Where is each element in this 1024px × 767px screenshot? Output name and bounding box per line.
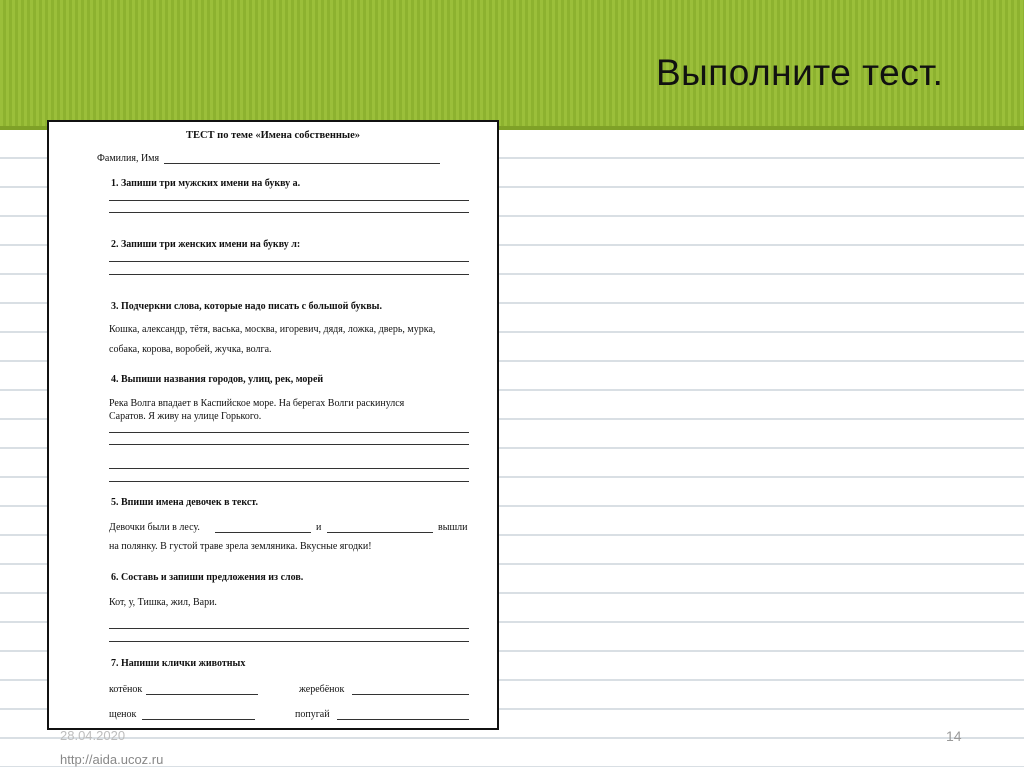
answer-line — [109, 274, 469, 275]
question-2: 2. Запиши три женских имени на букву л: — [111, 239, 301, 250]
blank-line — [215, 532, 311, 533]
question-4: 4. Выпиши названия городов, улиц, рек, морей — [111, 374, 324, 385]
q5-text-c: вышли — [438, 522, 468, 533]
q4-text-line-1: Река Волга впадает в Каспийское море. На берегах Волги раскинулся — [109, 398, 405, 409]
blank-line — [142, 719, 255, 720]
test-document — [47, 120, 499, 730]
q7-kitten-label: котёнок — [109, 684, 143, 695]
slide-title: Выполните тест. — [656, 52, 944, 93]
q5-text-b: и — [316, 522, 322, 533]
question-6: 6. Составь и запиши предложения из слов. — [111, 572, 304, 583]
answer-line — [109, 468, 469, 469]
q7-puppy-label: щенок — [109, 709, 137, 720]
page-number: 14 — [946, 728, 962, 744]
question-5: 5. Впиши имена девочек в текст. — [111, 497, 258, 508]
q3-text-line-1: Кошка, александр, тётя, васька, москва, игоревич, дядя, ложка, дверь, мурка, — [109, 324, 436, 335]
slide-url[interactable]: http://aida.ucoz.ru — [60, 752, 164, 767]
blank-line — [146, 694, 258, 695]
name-field-line — [164, 163, 440, 164]
answer-line — [109, 432, 469, 433]
answer-line — [109, 628, 469, 629]
question-1: 1. Запиши три мужских имени на букву а. — [111, 178, 301, 189]
q3-text-line-2: собака, корова, воробей, жучка, волга. — [109, 344, 272, 355]
q6-text: Кот, у, Тишка, жил, Вари. — [109, 597, 217, 608]
answer-line — [109, 200, 469, 201]
blank-line — [337, 719, 469, 720]
slide-date: 28.04.2020 — [60, 728, 126, 743]
answer-line — [109, 261, 469, 262]
blank-line — [352, 694, 469, 695]
q5-text-a: Девочки были в лесу. — [109, 522, 200, 533]
question-7: 7. Напиши клички животных — [111, 658, 246, 669]
q5-text-line-2: на полянку. В густой траве зрела земляника. Вкусные ягодки! — [109, 541, 372, 552]
answer-line — [109, 444, 469, 445]
blank-line — [327, 532, 433, 533]
document-title: ТЕСТ по теме «Имена собственные» — [185, 130, 361, 141]
answer-line — [109, 481, 469, 482]
q7-parrot-label: попугай — [295, 709, 330, 720]
question-3: 3. Подчеркни слова, которые надо писать с большой буквы. — [111, 301, 382, 312]
name-field-label: Фамилия, Имя — [97, 153, 160, 164]
q4-text-line-2: Саратов. Я живу на улице Горького. — [109, 411, 262, 422]
answer-line — [109, 641, 469, 642]
answer-line — [109, 212, 469, 213]
q7-foal-label: жеребёнок — [299, 684, 345, 695]
